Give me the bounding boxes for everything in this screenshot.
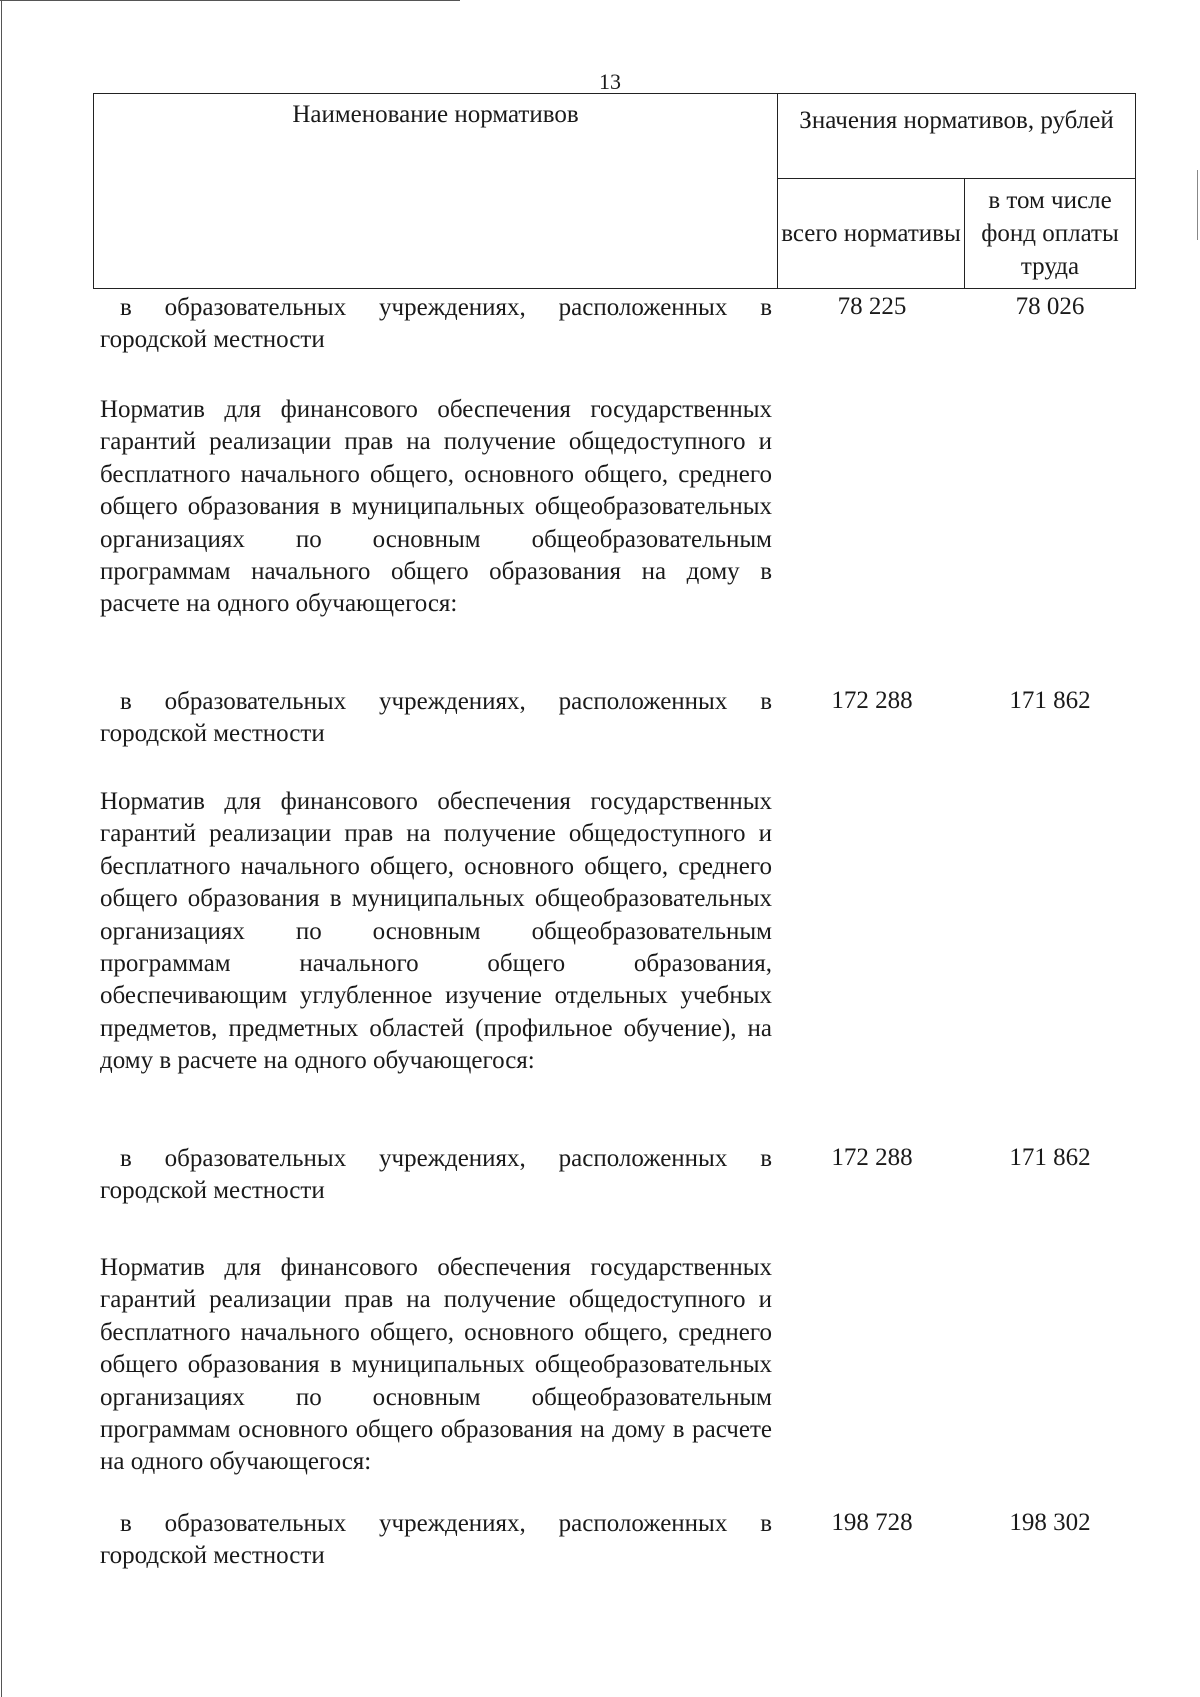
normative-paragraph: Норматив для финансового обеспечения государственных гарантий реализации прав на получение общедоступного и бесплатного начального общего, основного общего, среднего общего образования в муниципальных общеобразовательных организациях по основным общеобразовательным программам основного общего образования на дому в расчете на одного обучающегося: bbox=[100, 1254, 772, 1476]
scan-edge-top bbox=[0, 0, 460, 1]
row-total-value: 198 728 bbox=[831, 1509, 913, 1536]
row-wage-value: 198 302 bbox=[1009, 1509, 1091, 1536]
row-total-value: 172 288 bbox=[831, 1144, 913, 1171]
header-name-column: Наименование нормативов bbox=[94, 94, 778, 289]
row-label: в образовательных учреждениях, расположенных в городской местности bbox=[100, 294, 772, 354]
header-values-column: Значения нормативов, рублей bbox=[778, 94, 1136, 179]
row-label: в образовательных учреждениях, расположенных в городской местности bbox=[100, 1510, 772, 1570]
normative-paragraph: Норматив для финансового обеспечения государственных гарантий реализации прав на получение общедоступного и бесплатного начального общего, основного общего, среднего общего образования в муниципальных общеобразовательных организациях по основным общеобразовательным программам начального общего образования на дому в расчете на одного обучающегося: bbox=[100, 396, 772, 618]
row-label: в образовательных учреждениях, расположенных в городской местности bbox=[100, 1145, 772, 1205]
row-total-value: 78 225 bbox=[837, 293, 907, 320]
scan-edge-right bbox=[1197, 170, 1198, 240]
row-label: в образовательных учреждениях, расположенных в городской местности bbox=[100, 688, 772, 748]
header-table bbox=[93, 93, 1136, 289]
row-wage-value: 171 862 bbox=[1009, 687, 1091, 714]
scan-edge-left bbox=[1, 0, 2, 1697]
normative-paragraph: Норматив для финансового обеспечения государственных гарантий реализации прав на получение общедоступного и бесплатного начального общего, основного общего, среднего общего образования в муниципальных общеобразовательных организациях по основным общеобразовательным программам начального общего образования, обеспечивающим углубленное изучение отдельных учебных предметов, предметных областей (профильное обучение), на дому в расчете на одного обучающегося: bbox=[100, 788, 772, 1075]
header-total-column: всего нормативы bbox=[778, 179, 965, 289]
header-wage-column: в том числе фонд оплаты труда bbox=[965, 179, 1136, 289]
row-wage-value: 78 026 bbox=[1015, 293, 1085, 320]
row-wage-value: 171 862 bbox=[1009, 1144, 1091, 1171]
page-number: 13 bbox=[599, 69, 621, 94]
row-total-value: 172 288 bbox=[831, 687, 913, 714]
